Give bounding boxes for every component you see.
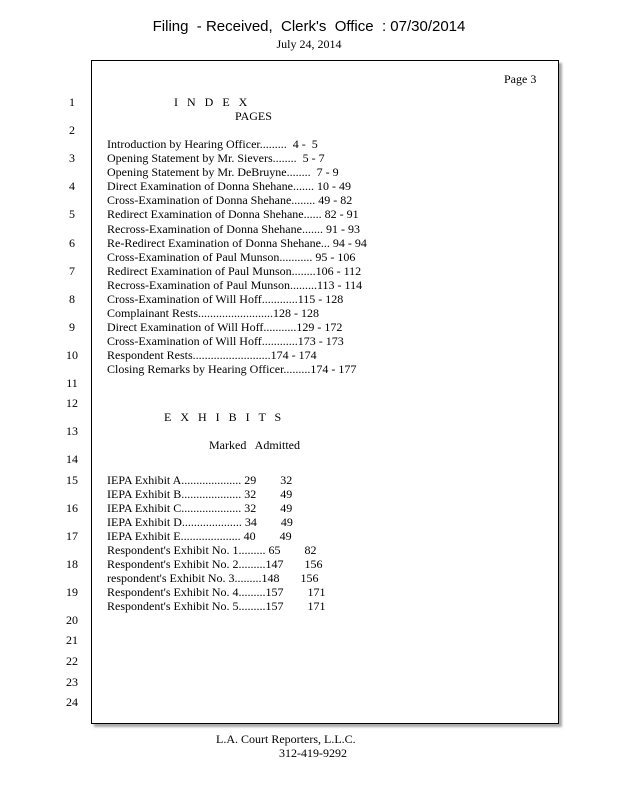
pages-column-label: PAGES <box>235 109 272 123</box>
index-entry: Respondent Rests..........................174 - 174 <box>107 348 317 362</box>
exhibit-admitted: 49 <box>280 515 293 529</box>
line-number: 24 <box>66 695 78 709</box>
line-number: 3 <box>69 151 75 165</box>
exhibit-name: Respondent's Exhibit No. 4......... <box>107 585 266 599</box>
line-number: 1 <box>69 95 75 109</box>
exhibit-row <box>107 571 318 586</box>
exhibit-marked: 32 <box>244 501 257 515</box>
line-number: 20 <box>66 613 78 627</box>
line-number: 10 <box>66 348 78 362</box>
exhibit-name: IEPA Exhibit A.................... <box>107 473 242 487</box>
exhibit-admitted: 82 <box>304 543 317 557</box>
line-number: 14 <box>66 452 78 466</box>
exhibit-marked: 29 <box>244 473 257 487</box>
exhibit-admitted: 171 <box>307 599 326 613</box>
transcript-date: July 24, 2014 <box>276 37 342 51</box>
exhibit-name: Respondent's Exhibit No. 2......... <box>107 557 266 571</box>
exhibit-row <box>107 501 292 516</box>
exhibit-name: Respondent's Exhibit No. 5......... <box>107 599 266 613</box>
exhibit-row <box>107 557 323 572</box>
line-number: 13 <box>66 424 78 438</box>
index-entry: Cross-Examination of Donna Shehane........ 49 - 82 <box>107 193 353 207</box>
line-number: 22 <box>66 654 78 668</box>
exhibit-name: IEPA Exhibit E.................... <box>107 529 241 543</box>
line-number: 2 <box>69 123 75 137</box>
line-number: 12 <box>66 396 78 410</box>
exhibit-row <box>107 529 292 544</box>
exhibit-marked: 147 <box>265 557 284 571</box>
index-entry: Recross-Examination of Donna Shehane....... 91 - 93 <box>107 222 360 236</box>
exhibit-row <box>107 599 326 614</box>
exhibits-heading: E X H I B I T S <box>164 410 285 424</box>
line-number: 17 <box>66 529 78 543</box>
exhibit-row <box>107 473 292 488</box>
index-entry: Recross-Examination of Paul Munson.........113 - 114 <box>107 278 363 292</box>
page-number: Page 3 <box>504 72 537 86</box>
line-number: 7 <box>69 264 75 278</box>
line-number: 18 <box>66 557 78 571</box>
line-number: 6 <box>69 236 75 250</box>
exhibit-admitted: 156 <box>304 557 323 571</box>
index-entry: Complainant Rests.........................128 - 128 <box>107 306 319 320</box>
line-number: 11 <box>66 376 78 390</box>
exhibit-marked: 32 <box>244 487 257 501</box>
exhibit-admitted: 49 <box>279 529 292 543</box>
line-number: 9 <box>69 320 75 334</box>
exhibit-admitted: 49 <box>280 501 293 515</box>
index-heading: I N D E X <box>174 95 251 109</box>
exhibit-name: IEPA Exhibit D.................... <box>107 515 242 529</box>
exhibit-row <box>107 585 326 600</box>
line-number: 21 <box>66 633 78 647</box>
index-entry: Cross-Examination of Will Hoff............173 - 173 <box>107 334 344 348</box>
exhibits-column-labels: Marked Admitted <box>209 438 300 452</box>
exhibit-marked: 157 <box>265 585 284 599</box>
exhibit-name: Respondent's Exhibit No. 1......... <box>107 543 266 557</box>
exhibit-name: IEPA Exhibit C.................... <box>107 501 242 515</box>
index-entry: Re-Redirect Examination of Donna Shehane... 94 - 94 <box>107 236 367 250</box>
exhibit-admitted: 171 <box>307 585 326 599</box>
exhibit-admitted: 156 <box>300 571 319 585</box>
line-number: 15 <box>66 473 78 487</box>
exhibit-admitted: 49 <box>280 487 293 501</box>
index-entry: Introduction by Hearing Officer......... 4 - 5 <box>107 137 318 151</box>
index-entry: Opening Statement by Mr. DeBruyne........ 7 - 9 <box>107 165 339 179</box>
line-number: 19 <box>66 585 78 599</box>
exhibit-marked: 148 <box>261 571 280 585</box>
index-entry: Redirect Examination of Paul Munson........106 - 112 <box>107 264 362 278</box>
index-entry: Opening Statement by Mr. Sievers........ 5 - 7 <box>107 151 325 165</box>
index-entry: Closing Remarks by Hearing Officer.........174 - 177 <box>107 362 357 376</box>
court-reporter-phone: 312-419-9292 <box>279 746 347 760</box>
index-entry: Cross-Examination of Paul Munson........... 95 - 106 <box>107 250 356 264</box>
exhibit-marked: 40 <box>243 529 256 543</box>
line-number: 16 <box>66 501 78 515</box>
exhibit-marked: 34 <box>244 515 257 529</box>
exhibit-row <box>107 515 293 530</box>
exhibit-marked: 157 <box>265 599 284 613</box>
court-reporter-name: L.A. Court Reporters, L.L.C. <box>216 732 356 746</box>
index-entry: Direct Examination of Will Hoff...........129 - 172 <box>107 320 343 334</box>
line-number: 8 <box>69 292 75 306</box>
exhibit-row <box>107 543 317 558</box>
line-number: 23 <box>66 675 78 689</box>
filing-stamp: Filing - Received, Clerk's Office : 07/30/2014 <box>152 18 466 35</box>
exhibit-name: respondent's Exhibit No. 3......... <box>107 571 262 585</box>
exhibit-name: IEPA Exhibit B.................... <box>107 487 242 501</box>
line-number: 5 <box>69 207 75 221</box>
exhibit-row <box>107 487 292 502</box>
index-entry: Direct Examination of Donna Shehane....... 10 - 49 <box>107 179 351 193</box>
index-entry: Redirect Examination of Donna Shehane...... 82 - 91 <box>107 207 359 221</box>
index-entry: Cross-Examination of Will Hoff............115 - 128 <box>107 292 344 306</box>
exhibit-admitted: 32 <box>280 473 293 487</box>
line-number: 4 <box>69 179 75 193</box>
exhibit-marked: 65 <box>268 543 281 557</box>
